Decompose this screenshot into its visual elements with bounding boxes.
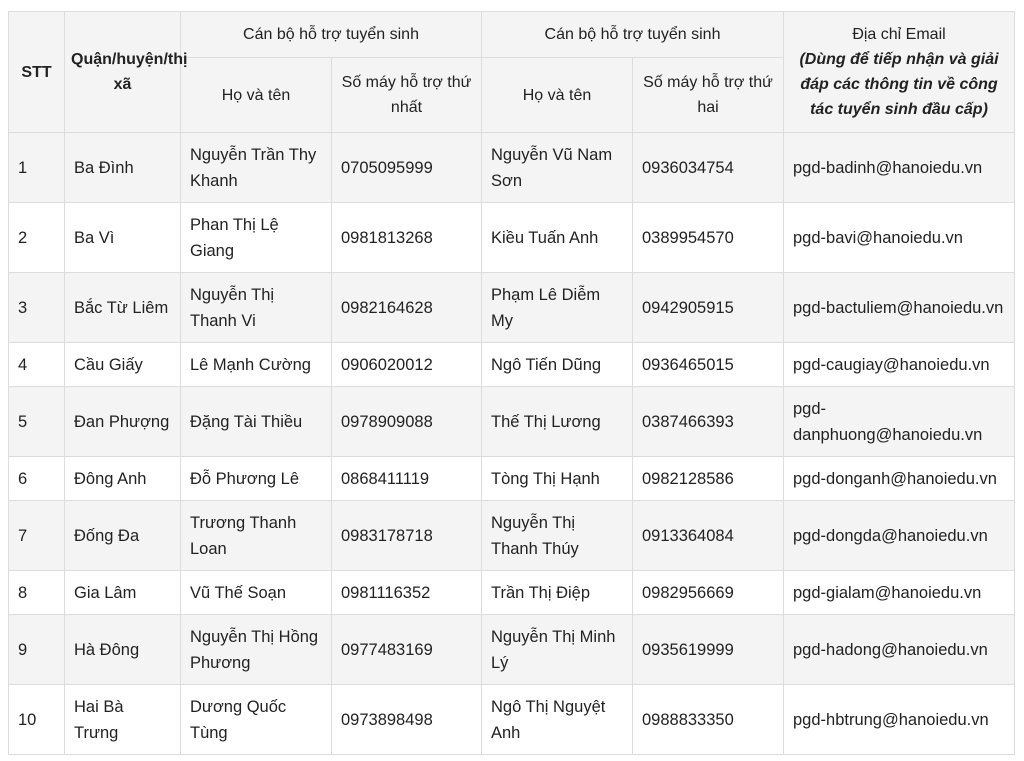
cell-phone-1: 0982164628	[332, 273, 482, 343]
table-row	[9, 615, 1015, 685]
cell-district: Hai Bà Trưng	[65, 685, 181, 755]
cell-district: Ba Đình	[65, 133, 181, 203]
cell-district: Đan Phượng	[65, 387, 181, 457]
cell-phone-1: 0705095999	[332, 133, 482, 203]
cell-phone-2: 0982956669	[633, 571, 784, 615]
header-group-1: Cán bộ hỗ trợ tuyển sinh	[181, 12, 482, 58]
cell-stt: 10	[9, 685, 65, 755]
support-staff-table	[8, 11, 1015, 755]
header-name-2: Họ và tên	[482, 58, 633, 133]
cell-stt: 2	[9, 203, 65, 273]
cell-name-2: Nguyễn Thị Minh Lý	[482, 615, 633, 685]
header-email	[784, 12, 1015, 133]
table-header	[9, 12, 1015, 133]
cell-stt: 1	[9, 133, 65, 203]
cell-phone-1: 0977483169	[332, 615, 482, 685]
cell-phone-1: 0906020012	[332, 343, 482, 387]
cell-email: pgd-badinh@hanoiedu.vn	[784, 133, 1015, 203]
table-row	[9, 387, 1015, 457]
cell-name-1: Dương Quốc Tùng	[181, 685, 332, 755]
cell-email: pgd-donganh@hanoiedu.vn	[784, 457, 1015, 501]
cell-district: Cầu Giấy	[65, 343, 181, 387]
cell-name-1: Nguyễn Thị Hồng Phương	[181, 615, 332, 685]
cell-district: Gia Lâm	[65, 571, 181, 615]
cell-phone-1: 0981813268	[332, 203, 482, 273]
header-district: Quận/huyện/thị xã	[65, 12, 181, 133]
cell-name-1: Nguyễn Thị Thanh Vi	[181, 273, 332, 343]
table-row	[9, 501, 1015, 571]
cell-phone-1: 0973898498	[332, 685, 482, 755]
cell-stt: 7	[9, 501, 65, 571]
cell-phone-2: 0387466393	[633, 387, 784, 457]
cell-stt: 8	[9, 571, 65, 615]
header-row-1	[9, 12, 1015, 58]
cell-stt: 4	[9, 343, 65, 387]
cell-name-1: Nguyễn Trần Thy Khanh	[181, 133, 332, 203]
table-body	[9, 133, 1015, 755]
cell-phone-2: 0389954570	[633, 203, 784, 273]
cell-email: pgd-hadong@hanoiedu.vn	[784, 615, 1015, 685]
cell-phone-2: 0936465015	[633, 343, 784, 387]
cell-email: pgd-gialam@hanoiedu.vn	[784, 571, 1015, 615]
cell-phone-1: 0978909088	[332, 387, 482, 457]
cell-name-1: Vũ Thế Soạn	[181, 571, 332, 615]
cell-name-2: Nguyễn Vũ Nam Sơn	[482, 133, 633, 203]
cell-email: pgd-bactuliem@hanoiedu.vn	[784, 273, 1015, 343]
cell-phone-2: 0942905915	[633, 273, 784, 343]
cell-stt: 5	[9, 387, 65, 457]
cell-phone-1: 0983178718	[332, 501, 482, 571]
cell-phone-2: 0935619999	[633, 615, 784, 685]
table-row	[9, 133, 1015, 203]
table-row	[9, 203, 1015, 273]
cell-email: pgd-danphuong@hanoiedu.vn	[784, 387, 1015, 457]
cell-phone-2: 0988833350	[633, 685, 784, 755]
cell-stt: 3	[9, 273, 65, 343]
cell-stt: 9	[9, 615, 65, 685]
cell-name-2: Trần Thị Điệp	[482, 571, 633, 615]
cell-name-2: Nguyễn Thị Thanh Thúy	[482, 501, 633, 571]
table-row	[9, 457, 1015, 501]
cell-name-1: Đỗ Phương Lê	[181, 457, 332, 501]
cell-phone-1: 0868411119	[332, 457, 482, 501]
cell-phone-1: 0981116352	[332, 571, 482, 615]
header-email-note: (Dùng để tiếp nhận và giải đáp các thông tin về công tác tuyển sinh đầu cấp)	[799, 51, 999, 118]
cell-district: Bắc Từ Liêm	[65, 273, 181, 343]
cell-email: pgd-bavi@hanoiedu.vn	[784, 203, 1015, 273]
header-phone-2: Số máy hỗ trợ thứ hai	[633, 58, 784, 133]
header-email-title: Địa chỉ Email	[852, 26, 946, 43]
cell-name-2: Tòng Thị Hạnh	[482, 457, 633, 501]
table-row	[9, 273, 1015, 343]
cell-email: pgd-dongda@hanoiedu.vn	[784, 501, 1015, 571]
header-name-1: Họ và tên	[181, 58, 332, 133]
header-group-2: Cán bộ hỗ trợ tuyển sinh	[482, 12, 784, 58]
table-row	[9, 571, 1015, 615]
cell-phone-2: 0936034754	[633, 133, 784, 203]
table-row	[9, 685, 1015, 755]
cell-email: pgd-caugiay@hanoiedu.vn	[784, 343, 1015, 387]
cell-phone-2: 0982128586	[633, 457, 784, 501]
cell-email: pgd-hbtrung@hanoiedu.vn	[784, 685, 1015, 755]
cell-name-2: Kiều Tuấn Anh	[482, 203, 633, 273]
cell-district: Đống Đa	[65, 501, 181, 571]
cell-district: Ba Vì	[65, 203, 181, 273]
table-row	[9, 343, 1015, 387]
cell-district: Hà Đông	[65, 615, 181, 685]
cell-name-1: Phan Thị Lệ Giang	[181, 203, 332, 273]
cell-district: Đông Anh	[65, 457, 181, 501]
cell-name-1: Trương Thanh Loan	[181, 501, 332, 571]
header-stt: STT	[9, 12, 65, 133]
cell-stt: 6	[9, 457, 65, 501]
cell-name-2: Ngô Thị Nguyệt Anh	[482, 685, 633, 755]
cell-name-2: Ngô Tiến Dũng	[482, 343, 633, 387]
cell-name-2: Phạm Lê Diễm My	[482, 273, 633, 343]
cell-name-1: Lê Mạnh Cường	[181, 343, 332, 387]
header-phone-1: Số máy hỗ trợ thứ nhất	[332, 58, 482, 133]
cell-name-1: Đặng Tài Thiều	[181, 387, 332, 457]
cell-phone-2: 0913364084	[633, 501, 784, 571]
cell-name-2: Thế Thị Lương	[482, 387, 633, 457]
